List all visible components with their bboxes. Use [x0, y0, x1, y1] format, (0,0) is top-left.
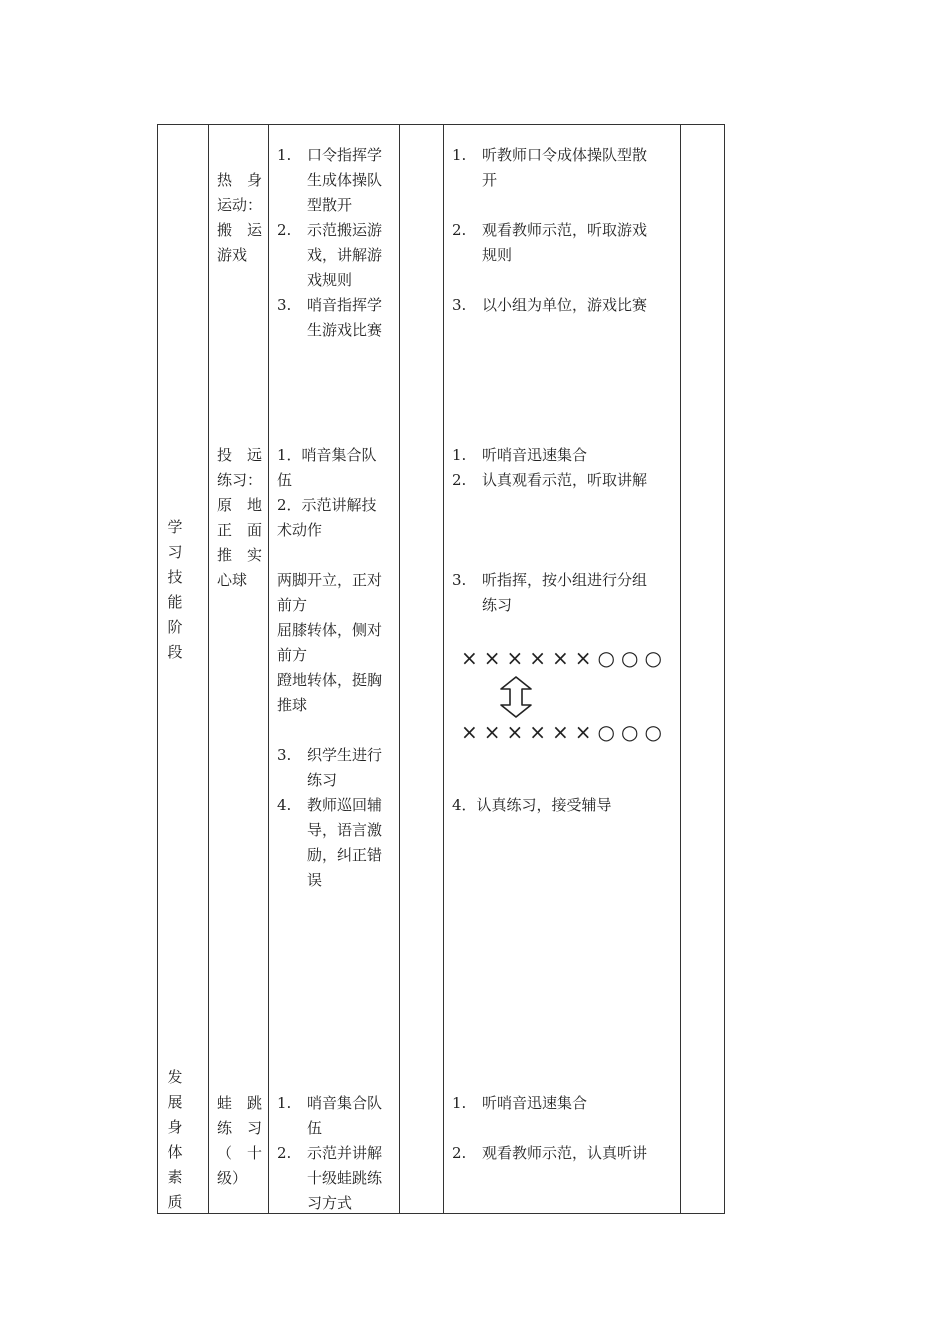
formation-row-2: ××××××○○○ [461, 720, 668, 744]
frog-teacher-item: 1. 哨音集合队 伍 [277, 1094, 383, 1137]
warmup-student-item: 2. 观看教师示范，听取游戏 规则 [452, 221, 648, 264]
warmup-name: 热 身 运动： 搬 运 游戏 [217, 171, 263, 264]
formation-row-1: ××××××○○○ [461, 646, 668, 670]
formation-diagram [455, 640, 681, 750]
warmup-student-item: 1. 听教师口令成体操队型散 开 [452, 146, 648, 189]
column-divider [208, 125, 209, 1213]
throw-student-item: 1. 听哨音迅速集合 [452, 446, 588, 464]
stage-learning: 学习技能阶段 [167, 518, 183, 661]
column-divider [399, 125, 400, 1213]
throw-teacher-item: 4. 教师巡回辅 导，语言激 励，纠正错 误 [277, 796, 383, 889]
column-divider [443, 125, 444, 1213]
throw-name: 投 远 练习： 原 地 正 面 推 实 心球 [217, 446, 263, 589]
warmup-teacher-item: 2. 示范搬运游 戏，讲解游 戏规则 [277, 221, 383, 289]
throw-student-item: 2. 认真观看示范，听取讲解 [452, 471, 648, 489]
throw-teacher-steps: 1．哨音集合队 伍 2．示范讲解技 术动作 [277, 446, 377, 539]
frog-name: 蛙 跳 练 习 （ 十 级） [217, 1094, 263, 1187]
stage-physical: 发展身体素质 [167, 1068, 183, 1211]
throw-student-item: 4．认真练习，接受辅导 [452, 796, 612, 814]
double-arrow-icon [499, 676, 533, 718]
column-divider [268, 125, 269, 1213]
frog-student-item: 2. 观看教师示范，认真听讲 [452, 1144, 648, 1162]
warmup-teacher-item: 3. 哨音指挥学 生游戏比赛 [277, 296, 383, 339]
frog-teacher-item: 2. 示范并讲解 十级蛙跳练 习方式 [277, 1144, 383, 1212]
throw-technique-points: 两脚开立，正对 前方 屈膝转体，侧对 前方 蹬地转体，挺胸 推球 [277, 571, 383, 714]
warmup-teacher-item: 1. 口令指挥学 生成体操队 型散开 [277, 146, 383, 214]
warmup-student-item: 3. 以小组为单位，游戏比赛 [452, 296, 648, 314]
throw-teacher-item: 3. 织学生进行 练习 [277, 746, 383, 789]
frog-student-item: 1. 听哨音迅速集合 [452, 1094, 588, 1112]
throw-student-item: 3. 听指挥，按小组进行分组 练习 [452, 571, 648, 614]
